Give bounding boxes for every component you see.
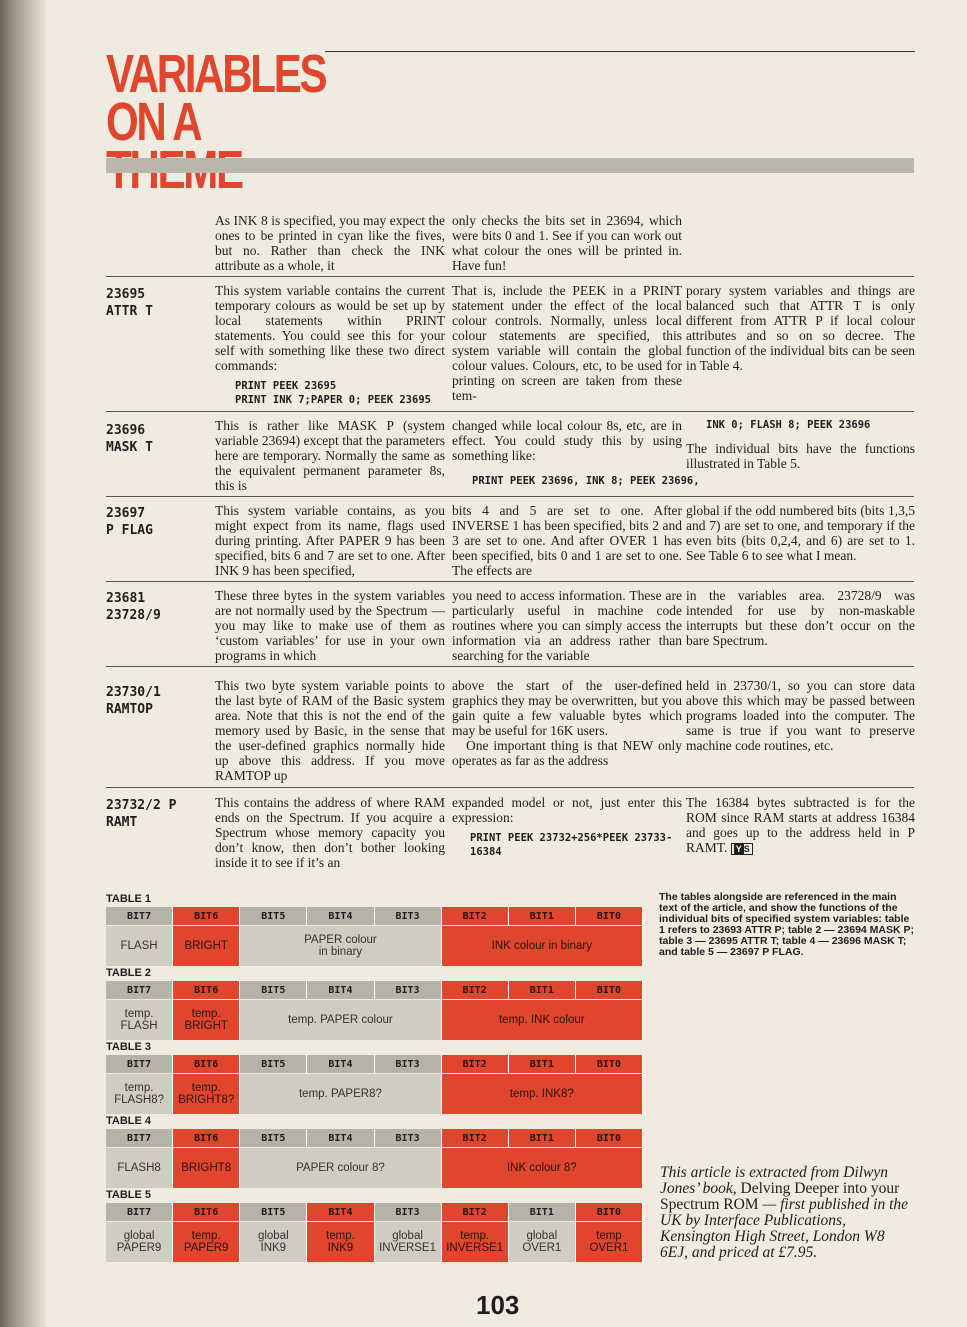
bit-header: BIT2 (442, 1203, 509, 1221)
bit-cell: global OVER1 (509, 1222, 576, 1262)
bit-cell: temp. FLASH (106, 1000, 173, 1040)
bit-header: BIT0 (576, 981, 643, 999)
bit-header: BIT6 (173, 1203, 240, 1221)
table-header-row (106, 1129, 643, 1147)
mask-t-code-1: PRINT PEEK 23696, INK 8; PEEK 23696, (472, 475, 700, 487)
bit-header: BIT5 (240, 1203, 307, 1221)
mask-t-col-3 (686, 418, 915, 471)
p-flag-col-2: bits 4 and 5 are set to one. After INVERSE 1 has been specified, bits 2 and 3 are set to one. And after OVER 1 has been specified, bits 0 and 1 are set to one. The effects are (452, 503, 682, 578)
bit-header: BIT1 (509, 1203, 576, 1221)
bit-cell: temp. INK9 (307, 1222, 374, 1262)
intro-col-1: As INK 8 is specified, you may expect the ones to be printed in cyan like the fives, but no. Rather than check the INK attribute as a whole, it (215, 213, 445, 273)
bit-header: BIT1 (509, 1055, 576, 1073)
bit-header: BIT2 (442, 1129, 509, 1147)
bit-cell: temp. INVERSE1 (442, 1222, 509, 1262)
end-mark-icon: Y S (731, 843, 753, 855)
bit-header: BIT6 (173, 907, 240, 925)
mask-t-col-1: This is rather like MASK P (system variable 23694) except that the parameters here are temporary. Normally the same as the equivalent permanent parameter 8s, this is (215, 418, 445, 493)
attr-t-code: PRINT PEEK 23695 PRINT INK 7;PAPER 0; PEEK 23695 (235, 380, 431, 406)
bit-header: BIT7 (106, 981, 173, 999)
title-grey-bar (106, 158, 914, 173)
p-ramt-col-1: This contains the address of where RAM ends on the Spectrum. If you acquire a Spectrum whose memory capacity you don’t know, then don’t bother looking inside it to see if it’s an (215, 795, 445, 870)
bit-header: BIT0 (576, 1203, 643, 1221)
title-line-2: ON A (106, 92, 199, 152)
bit-header: BIT5 (240, 981, 307, 999)
sysvar-label-p-ramt: 23732/2 P RAMT (106, 798, 177, 830)
ramtop-text-2a: above the start of the user-defined graphics they may be overwritten, but you gain quite a few valuable bytes which may be useful for 16K users. (452, 678, 682, 738)
bit-cell: PAPER colour in binary (240, 926, 441, 966)
table-label: TABLE 5 (106, 1189, 152, 1201)
bit-cell: temp. FLASH8? (106, 1074, 173, 1114)
bit-cell: temp. PAPER8? (240, 1074, 441, 1114)
bit-header: BIT6 (173, 1055, 240, 1073)
bit-header: BIT0 (576, 1129, 643, 1147)
p-ramt-text-3: The 16384 bytes subtracted is for the ROM since RAM starts at address 16384 and goes up to the address held in P RAMT. (686, 795, 915, 855)
table-header-row (106, 981, 643, 999)
bit-header: BIT0 (576, 1055, 643, 1073)
table-label: TABLE 2 (106, 967, 152, 979)
header-rule (325, 51, 915, 52)
bit-header: BIT0 (576, 907, 643, 925)
bit-header: BIT1 (509, 907, 576, 925)
bit-header: BIT2 (442, 907, 509, 925)
table-body-row (106, 926, 643, 966)
ramtop-text-2b: One important thing is that NEW only operates as far as the address (452, 738, 682, 768)
p-flag-col-1: This system variable contains, as you might expect from its name, flags used during printing. After PAPER 9 has been specified, bits 6 and 7 are set to one. After INK 9 has been specified, (215, 503, 445, 578)
bit-cell: FLASH8 (106, 1148, 173, 1188)
bit-header: BIT3 (375, 1129, 442, 1147)
bit-cell: temp. BRIGHT (173, 1000, 240, 1040)
bit-cell: temp. INK8? (442, 1074, 643, 1114)
attr-t-col-3: porary system variables and things are balanced such that ATTR T is only different from ATTR P if local colour attributes and so on so decree. The function of the individual bits can be seen in Table 4. (686, 283, 915, 373)
bit-header: BIT1 (509, 981, 576, 999)
bit-cell: BRIGHT (173, 926, 240, 966)
bit-tables (106, 892, 643, 1262)
bit-cell: PAPER colour 8? (240, 1148, 441, 1188)
bit-header: BIT5 (240, 1055, 307, 1073)
table-header-row (106, 1055, 643, 1073)
bit-header: BIT7 (106, 1203, 173, 1221)
bit-header: BIT6 (173, 981, 240, 999)
bit-header: BIT4 (307, 1055, 374, 1073)
custom-vars-col-3: in the variables area. 23728/9 was intended for use by non-maskable interrupts but these don’t occur on the bare Spectrum. (686, 588, 915, 648)
bit-cell: temp. INK colour (442, 1000, 643, 1040)
credit-book-title: Delving Deeper into your Spectrum ROM (660, 1180, 900, 1213)
bit-header: BIT3 (375, 907, 442, 925)
mask-t-col-2 (452, 418, 700, 488)
table-header-row (106, 907, 643, 925)
bit-header: BIT5 (240, 1129, 307, 1147)
bit-header: BIT7 (106, 1129, 173, 1147)
sysvar-label-ramtop: 23730/1 RAMTOP (106, 685, 161, 717)
bit-cell: global PAPER9 (106, 1222, 173, 1262)
page-gutter-shadow (0, 0, 46, 1327)
sysvar-label-p-flag: 23697 P FLAG (106, 506, 153, 538)
custom-vars-col-1: These three bytes in the system variables are not normally used by the Spectrum — you may like to make use of them as ‘custom variables’ for use in your own programs in which (215, 588, 445, 663)
bit-cell: global INK9 (240, 1222, 307, 1262)
sysvar-label-mask-t: 23696 MASK T (106, 423, 153, 455)
p-ramt-text-2: expanded model or not, just enter this expression: (452, 795, 682, 825)
p-ramt-col-3 (686, 795, 915, 855)
ramtop-col-2 (452, 678, 682, 768)
bit-header: BIT7 (106, 1055, 173, 1073)
credit-part-1: This article is extracted from Dilwyn Jones’ book, (660, 1164, 889, 1197)
mask-t-text-2: changed while local colour 8s, etc, are in effect. You could study this by using something like: (452, 418, 682, 463)
row-divider (106, 276, 914, 277)
row-divider (106, 496, 914, 497)
bit-cell: BRIGHT8 (173, 1148, 240, 1188)
bit-header: BIT5 (240, 907, 307, 925)
custom-vars-col-2: you need to access information. These are particularly useful in machine code routines where you can simply access the information via an address rather than searching for the variable (452, 588, 682, 663)
intro-col-2: only checks the bits set in 23694, which were bits 0 and 1. See if you can work out what colour the ones will be printed in. Have fun! (452, 213, 682, 273)
bit-cell: temp OVER1 (576, 1222, 643, 1262)
mask-t-code-2: INK 0; FLASH 8; PEEK 23696 (706, 419, 871, 431)
mask-t-text-3: The individual bits have the functions illustrated in Table 5. (686, 441, 915, 471)
bit-cell: FLASH (106, 926, 173, 966)
row-divider (106, 581, 914, 582)
attr-t-col-2: That is, include the PEEK in a PRINT statement under the effect of the local colour controls. Normally, unless local colour statements are specified, this system variable will contain the global colour values. Colours, etc, to be used for printing on screen are taken from these tem- (452, 283, 682, 403)
bit-cell: INK colour in binary (442, 926, 643, 966)
bit-header: BIT3 (375, 981, 442, 999)
bit-cell: INK colour 8? (442, 1148, 643, 1188)
row-divider (106, 666, 914, 667)
title-line-1: VARIABLES (106, 44, 326, 104)
bit-cell: temp. BRIGHT8? (173, 1074, 240, 1114)
bit-header: BIT3 (375, 1203, 442, 1221)
ramtop-col-3: held in 23730/1, so you can store data above this which may be passed between programs loaded into the computer. The same is true if you want to preserve machine code routines, etc. (686, 678, 915, 753)
table-label: TABLE 3 (106, 1041, 152, 1053)
bit-cell: temp. PAPER9 (173, 1222, 240, 1262)
bit-header: BIT1 (509, 1129, 576, 1147)
sysvar-label-attr-t: 23695 ATTR T (106, 287, 153, 319)
bit-header: BIT6 (173, 1129, 240, 1147)
p-flag-col-3: global if the odd numbered bits (bits 1,3,5 and 7) are set to one, and temporary if the even bits (bits 0,2,4, and 6) are set to 1. See Table 6 to see what I mean. (686, 503, 915, 563)
p-ramt-col-2 (452, 795, 682, 859)
table-body-row (106, 1000, 643, 1040)
book-credit (660, 1165, 915, 1261)
bit-header: BIT4 (307, 1203, 374, 1221)
sysvar-label-23681: 23681 23728/9 (106, 591, 161, 623)
bit-header: BIT2 (442, 981, 509, 999)
table-label: TABLE 4 (106, 1115, 152, 1127)
attr-t-col-1 (215, 283, 445, 407)
bit-header: BIT2 (442, 1055, 509, 1073)
row-divider (106, 411, 914, 412)
bit-header: BIT7 (106, 907, 173, 925)
bit-header: BIT4 (307, 907, 374, 925)
table-body-row (106, 1222, 643, 1262)
bit-header: BIT3 (375, 1055, 442, 1073)
table-label: TABLE 1 (106, 893, 152, 905)
bit-header: BIT4 (307, 1129, 374, 1147)
credit-part-2: — first published in the UK by Interface Publications, Kensington High Street, London W8 6EJ, and priced at £7.95. (660, 1196, 909, 1261)
table-body-row (106, 1148, 643, 1188)
bit-header: BIT4 (307, 981, 374, 999)
ramtop-col-1: This two byte system variable points to the last byte of RAM of the Basic system area. Note that this is not the end of the memory used by Basic, in the sense that the user-defined graphics normally hide up above this address. If you move RAMTOP up (215, 678, 445, 783)
table-body-row (106, 1074, 643, 1114)
tables-caption: The tables alongside are referenced in the main text of the article, and show the functions of the individual bits of specified system variables: table 1 refers to 23693 ATTR P; table 2 — 23694 MASK P; table 3 — 23695 ATTR T; table 4 — 23696 MASK T; and table 5 — 23697 P FLAG. (659, 891, 915, 958)
bit-cell: global INVERSE1 (375, 1222, 442, 1262)
p-ramt-code: PRINT PEEK 23732+256*PEEK 23733- 16384 (470, 832, 673, 858)
bit-cell: temp. PAPER colour (240, 1000, 441, 1040)
table-header-row (106, 1203, 643, 1221)
page-number: 103 (476, 1290, 520, 1320)
row-divider (106, 787, 914, 788)
attr-t-text-1: This system variable contains the current temporary colours as would be set up by local statements within PRINT statements. You could see this for your self with something like these two direct commands: (215, 283, 445, 373)
